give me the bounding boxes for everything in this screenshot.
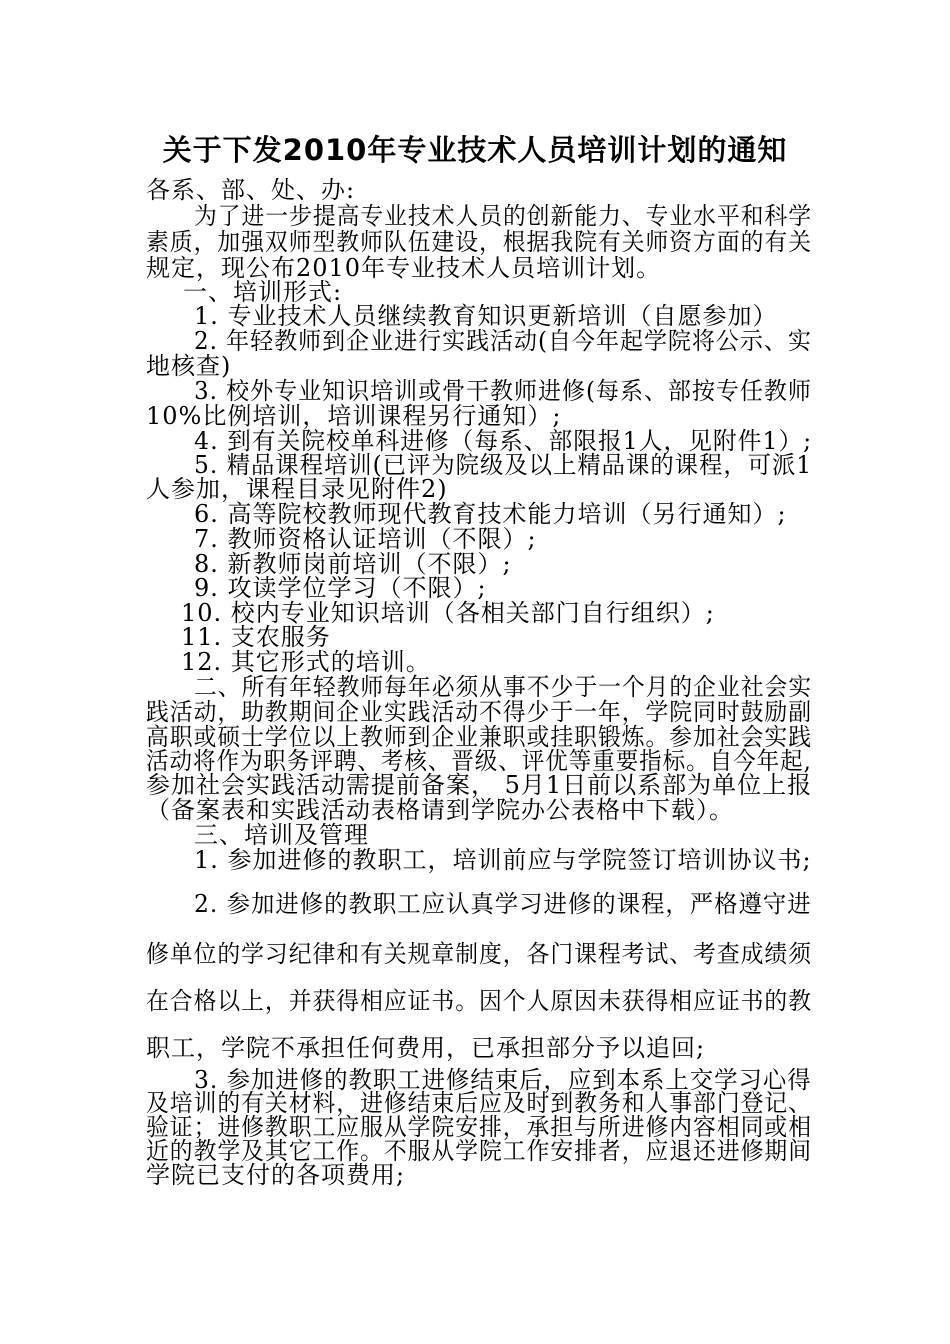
section3-item-continuation: 验证；进修教职工应服从学院安排，承担与所进修内容相同或相 xyxy=(146,1113,812,1141)
list-item-continuation: 地核查) xyxy=(146,352,232,380)
list-item: 5. 精品课程培训(已评为院级及以上精品课的课程，可派1 xyxy=(194,451,813,479)
list-item: 12. 其它形式的培训。 xyxy=(181,648,431,676)
list-item-continuation: 10%比例培训，培训课程另行通知）; xyxy=(146,402,562,430)
intro-line: 规定，现公布2010年专业技术人员培训计划。 xyxy=(146,254,662,282)
section2-line: 高职或硕士学位以上教师到企业兼职或挂职锻炼。参加社会实践 xyxy=(146,723,812,751)
section2-line: 活动将作为职务评聘、考核、晋级、评优等重要指标。自今年起, xyxy=(146,747,812,775)
section3-item-continuation: 及培训的有关材料，进修结束后应及时到教务和人事部门登记、 xyxy=(146,1089,812,1117)
list-item: 7. 教师资格认证培训（不限）; xyxy=(194,525,537,553)
section3-item-continuation: 职工，学院不承担任何费用，已承担部分予以追回; xyxy=(146,1034,706,1062)
list-item: 11. 支农服务 xyxy=(181,623,331,651)
section3-item-continuation: 学院已支付的各项费用; xyxy=(146,1161,406,1189)
list-item: 2. 年轻教师到企业进行实践活动(自今年起学院将公示、实 xyxy=(194,327,812,355)
section1-heading: 一、培训形式: xyxy=(183,278,343,306)
section3-item: 1. 参加进修的教职工，培训前应与学院签订培训协议书; xyxy=(194,846,812,874)
section3-item-continuation: 修单位的学习纪律和有关规章制度，各门课程考试、考查成绩须 xyxy=(146,940,812,968)
section3-item-continuation: 在合格以上，并获得相应证书。因个人原因未获得相应证书的教 xyxy=(146,987,812,1015)
list-item-continuation: 人参加，课程目录见附件2) xyxy=(146,475,448,503)
section2-line: 参加社会实践活动需提前备案， 5月1日前以系部为单位上报 xyxy=(146,771,813,799)
intro-line: 素质，加强双师型教师队伍建设，根据我院有关师资方面的有关 xyxy=(146,228,812,256)
list-item: 4. 到有关院校单科进修（每系、部限报1人，见附件1）; xyxy=(194,427,813,455)
salutation: 各系、部、处、办: xyxy=(146,176,356,204)
intro-line: 为了进一步提高专业技术人员的创新能力、专业水平和科学 xyxy=(194,202,813,230)
list-item: 1. 专业技术人员继续教育知识更新培训（自愿参加） xyxy=(194,302,778,330)
list-item: 9. 攻读学位学习（不限）; xyxy=(194,574,487,602)
section3-item-continuation: 近的教学及其它工作。不服从学院工作安排者，应退还进修期间 xyxy=(146,1137,812,1165)
section2-line: 二、所有年轻教师每年必须从事不少于一个月的企业社会实 xyxy=(194,673,813,701)
section3-heading: 三、培训及管理 xyxy=(194,821,369,849)
list-item: 3. 校外专业知识培训或骨干教师进修(每系、部按专任教师 xyxy=(194,377,812,405)
list-item: 10. 校内专业知识培训（各相关部门自行组织）; xyxy=(181,599,715,627)
section3-item: 2. 参加进修的教职工应认真学习进修的课程，严格遵守进 xyxy=(194,890,812,918)
section2-line: （备案表和实践活动表格请到学院办公表格中下载）。 xyxy=(146,796,734,824)
list-item: 8. 新教师岗前培训（不限）; xyxy=(194,550,512,578)
section2-line: 践活动，助教期间企业实践活动不得少于一年，学院同时鼓励副 xyxy=(146,698,812,726)
list-item: 6. 高等院校教师现代教育技术能力培训（另行通知）; xyxy=(194,500,787,528)
document-title: 关于下发2010年专业技术人员培训计划的通知 xyxy=(162,133,788,167)
section3-item: 3. 参加进修的教职工进修结束后，应到本系上交学习心得 xyxy=(194,1066,812,1094)
